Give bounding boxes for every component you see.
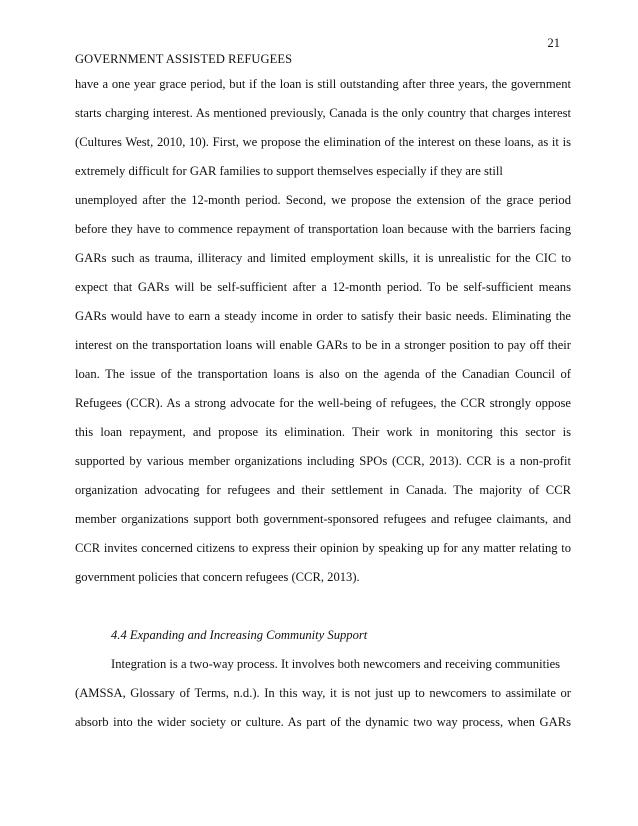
text-line: loan. The issue of the transportation loans is also on the agenda of the Canadian Council of	[75, 367, 571, 381]
text-line: member organizations support both government-sponsored refugees and refugee claimants, and	[75, 512, 571, 526]
text-line: absorb into the wider society or culture. As part of the dynamic two way process, when GARs	[75, 715, 571, 729]
text-line: GARs would have to earn a steady income in order to satisfy their basic needs. Eliminating the	[75, 309, 571, 323]
text-line: (AMSSA, Glossary of Terms, n.d.). In this way, it is not just up to newcomers to assimilate or	[75, 686, 571, 700]
text-line: Integration is a two-way process. It involves both newcomers and receiving communities	[111, 657, 561, 671]
paragraph-1	[75, 70, 571, 592]
running-head: GOVERNMENT ASSISTED REFUGEES	[75, 52, 293, 66]
document-body	[75, 70, 571, 737]
text-line: interest on the transportation loans will enable GARs to be in a stronger position to pay off their	[75, 338, 571, 352]
text-line: before they have to commence repayment of transportation loan because with the barriers facing	[75, 222, 571, 236]
text-line: supported by various member organizations including SPOs (CCR, 2013). CCR is a non-profit	[75, 454, 571, 468]
text-line: (Cultures West, 2010, 10). First, we propose the elimination of the interest on these loans, as it is	[75, 135, 571, 149]
text-line: CCR invites concerned citizens to express their opinion by speaking up for any matter relating to	[75, 541, 571, 555]
text-line: government policies that concern refugees (CCR, 2013).	[75, 570, 360, 584]
text-line: Refugees (CCR). As a strong advocate for the well-being of refugees, the CCR strongly oppose	[75, 396, 571, 410]
paragraph-2	[75, 650, 571, 737]
text-line: expect that GARs will be self-sufficient after a 12-month period. To be self-sufficient means	[75, 280, 571, 294]
text-line: unemployed after the 12-month period. Second, we propose the extension of the grace period	[75, 193, 571, 207]
text-line: have a one year grace period, but if the loan is still outstanding after three years, the government	[75, 77, 571, 91]
text-line: organization advocating for refugees and their settlement in Canada. The majority of CCR	[75, 483, 571, 497]
text-line: extremely difficult for GAR families to support themselves especially if they are still	[75, 164, 503, 178]
text-line: GARs such as trauma, illiteracy and limited employment skills, it is unrealistic for the CIC to	[75, 251, 571, 265]
page-number: 21	[547, 36, 560, 50]
text-line: this loan repayment, and propose its elimination. Their work in monitoring this sector is	[75, 425, 571, 439]
text-line: starts charging interest. As mentioned previously, Canada is the only country that charges interest	[75, 106, 571, 120]
section-heading: 4.4 Expanding and Increasing Community Support	[111, 628, 368, 642]
paragraph-spacer	[75, 592, 571, 621]
